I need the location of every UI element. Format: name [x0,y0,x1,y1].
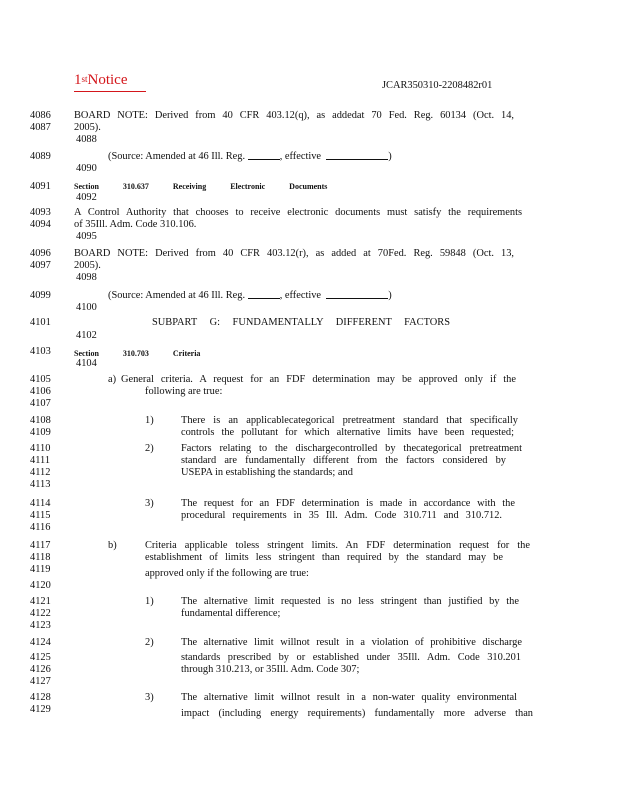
item-a3-line1: The request for an FDF determination is made in accordance with the [181,498,515,509]
board-note-2-line1: BOARD NOTE: Derived from 40 CFR 403.12(r), as added at 70Fed. Reg. 59848 (Oct. 13, [74,248,514,259]
section-637-line1: A Control Authority that chooses to receive electronic documents must satisfy the requirements [74,207,522,218]
line-number: 4110 [30,443,51,454]
item-b2-marker: 2) [145,637,154,648]
line-number: 4126 [30,664,51,675]
board-note-1-line1: BOARD NOTE: Derived from 40 CFR 403.12(q), as addedat 70 Fed. Reg. 60134 (Oct. 14, [74,110,514,121]
line-number: 4127 [30,676,51,687]
item-a3-line2: procedural requirements in 35 Ill. Adm. Code 310.711 and 310.712. [181,510,502,521]
item-b3-line2: impact (including energy requirements) fundamentally more adverse than [181,708,533,719]
section-637-line2: of 35Ill. Adm. Code 310.106. [74,219,197,230]
item-b1-line2: fundamental difference; [181,608,281,619]
item-b-line1: Criteria applicable toless stringent limits. An FDF determination request for the [145,540,530,551]
line-number: 4104 [76,358,97,369]
line-number: 4123 [30,620,51,631]
line-number: 4111 [30,455,51,466]
line-number: 4101 [30,317,51,328]
line-number: 4098 [76,272,97,283]
notice-label [74,74,128,86]
line-number: 4115 [30,510,51,521]
line-number: 4117 [30,540,51,551]
line-number: 4124 [30,637,51,648]
item-a2-line2: standard are fundamentally different from the factors considered by [181,455,506,466]
item-a1-line2: controls the pollutant for which alternative limits have been requested; [181,427,514,438]
line-number: 4096 [30,248,51,259]
item-a1-line1: There is an applicablecategorical pretreatment standard that specifically [181,415,518,426]
source-note-2: (Source: Amended at 46 Ill. Reg. , effective ) [108,290,392,301]
line-number: 4097 [30,260,51,271]
line-number: 4105 [30,374,51,385]
section-310-703-heading: Section 310.703 Criteria [74,349,201,358]
subpart-g-heading: SUBPART G: FUNDAMENTALLY DIFFERENT FACTORS [152,317,450,328]
line-number: 4113 [30,479,51,490]
line-number: 4092 [76,192,97,203]
line-number: 4121 [30,596,51,607]
item-a2-line1: Factors relating to the dischargecontrolled by thecategorical pretreatment [181,443,522,454]
line-number: 4091 [30,181,51,192]
line-number: 4106 [30,386,51,397]
item-b3-marker: 3) [145,692,154,703]
board-note-2-line2: 2005). [74,260,101,271]
item-b3-line1: The alternative limit willnot result in a non-water quality environmental [181,692,517,703]
notice-suffix: st [81,74,88,84]
item-b2-line3: through 310.213, or 35Ill. Adm. Code 307; [181,664,360,675]
line-number: 4100 [76,302,97,313]
line-number: 4107 [30,398,51,409]
line-number: 4093 [30,207,51,218]
line-number: 4099 [30,290,51,301]
item-a-line1: General criteria. A request for an FDF determination may be approved only if the [121,374,516,385]
blank-line [248,298,280,299]
line-number: 4090 [76,163,97,174]
line-number: 4118 [30,552,51,563]
line-number: 4087 [30,122,51,133]
line-number: 4103 [30,346,51,357]
item-b2-line1: The alternative limit willnot result in a violation of prohibitive discharge [181,637,522,648]
blank-line [326,159,388,160]
item-b-marker: b) [108,540,117,551]
item-b-line3: approved only if the following are true: [145,568,309,579]
item-a2-marker: 2) [145,443,154,454]
item-a3-marker: 3) [145,498,154,509]
document-id: JCAR350310-2208482r01 [382,80,493,91]
line-number: 4129 [30,704,51,715]
line-number: 4094 [30,219,51,230]
line-number: 4114 [30,498,51,509]
blank-line [326,298,388,299]
notice-number: 1 [74,72,82,88]
line-number: 4108 [30,415,51,426]
item-b-line2: establishment of limits less stringent than required by the standard may be [145,552,503,563]
line-number: 4112 [30,467,51,478]
line-number: 4122 [30,608,51,619]
line-number: 4095 [76,231,97,242]
item-a1-marker: 1) [145,415,154,426]
line-number: 4120 [30,580,51,591]
line-number: 4089 [30,151,51,162]
item-a-marker: a) [108,374,117,385]
line-number: 4086 [30,110,51,121]
notice-underline [74,91,146,92]
line-number: 4119 [30,564,51,575]
blank-line [248,159,280,160]
line-number: 4102 [76,330,97,341]
board-note-1-line2: 2005). [74,122,101,133]
line-number: 4088 [76,134,97,145]
line-number: 4128 [30,692,51,703]
item-b1-marker: 1) [145,596,154,607]
item-b2-line2: standards prescribed by or established under 35Ill. Adm. Code 310.201 [181,652,521,663]
item-a-line2: following are true: [145,386,223,397]
line-number: 4109 [30,427,51,438]
line-number: 4116 [30,522,51,533]
notice-word: Notice [87,72,128,88]
item-a2-line3: USEPA in establishing the standards; and [181,467,353,478]
item-b1-line1: The alternative limit requested is no less stringent than justified by the [181,596,519,607]
source-note-1: (Source: Amended at 46 Ill. Reg. , effective ) [108,151,392,162]
line-number: 4125 [30,652,51,663]
section-310-637-heading: Section 310.637 Receiving Electronic Documents [74,182,328,191]
